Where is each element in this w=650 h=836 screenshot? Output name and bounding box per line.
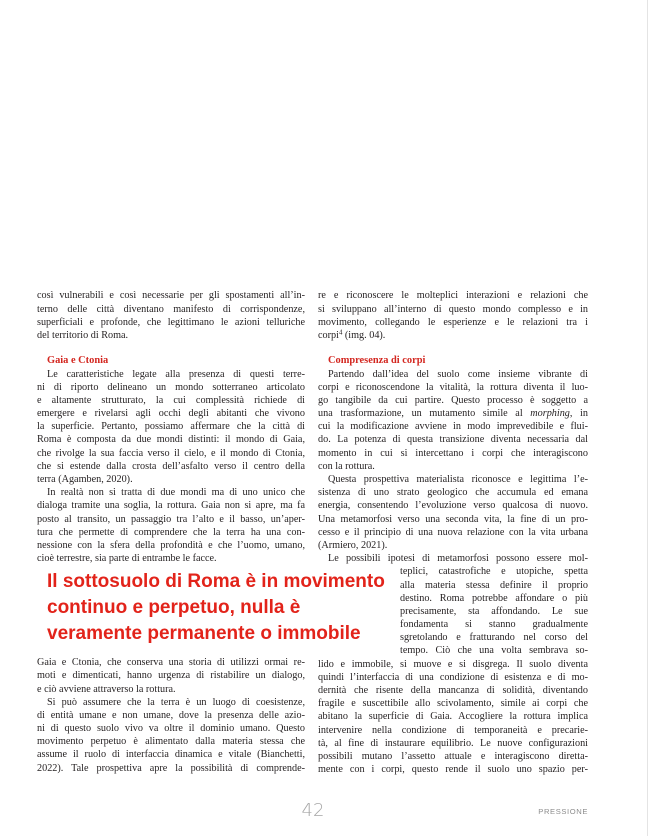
text-line: sistenza di uno strato geologico che accumula ed emana xyxy=(318,487,588,499)
paragraph xyxy=(318,473,588,552)
text-line: Questa prospettiva materialista riconosce e legittima l’e- xyxy=(328,474,588,486)
text-line: lido e immobile, si muove e si disgrega. Il suolo diventa xyxy=(318,658,588,670)
text-line: Si può assumere che la terra è un luogo di coesistenze, xyxy=(47,696,305,708)
paragraph xyxy=(318,289,588,342)
paragraph xyxy=(37,656,305,696)
text-line: terra (Agamben, 2020). xyxy=(37,474,133,486)
text-line: con la rottura. xyxy=(318,460,375,472)
text-line: assume il ruolo di interfaccia dinamica e vitale (Bianchetti, xyxy=(37,749,305,761)
text-line: alla materia stessa definire il proprio xyxy=(400,579,588,591)
text-line: cesso e il principio di una nuova relazione con la vita urbana xyxy=(318,526,588,538)
text-line: dernità che risente della mancanza di solidità, diventando xyxy=(318,685,588,697)
text-line: momento in cui si intercettano i corpi che interagiscono xyxy=(318,447,588,459)
text-line: Roma è composta da due mondi distinti: il mondo di Gaia, xyxy=(37,434,305,446)
text-line: cioè terrestre, sia parte di entrambe le facce. xyxy=(37,553,217,565)
text-line: mente con i corpi, questo rende il suolo uno spazio per- xyxy=(318,764,588,776)
text-line: ni di questo suolo vivo va oltre il dominio umano. Questo xyxy=(37,723,305,735)
text-line: superficiali e profonde, che legittimano le azioni telluriche xyxy=(37,316,305,328)
text-line: tempo. Ciò che una volta sembrava so- xyxy=(400,645,588,657)
text-segment: , in xyxy=(569,408,588,420)
text-line: teplici, catastrofiche e utopiche, spetta xyxy=(400,566,588,578)
text-line: e altamente strutturato, la cui complessità richiede di xyxy=(37,394,305,406)
text-line: moti e dimenticati, hanno urgenza di ristabilire un dialogo, xyxy=(37,670,305,682)
text-line xyxy=(318,329,588,342)
page-edge-line xyxy=(647,0,648,836)
text-line: movimento perpetuo è alimentato dalla materia stessa che xyxy=(37,736,305,748)
text-line: possibili mutano l’assetto attuale e interagiscono diretta- xyxy=(318,750,588,762)
pull-quote-line: veramente permanente o immobile xyxy=(47,623,361,644)
paragraph xyxy=(37,486,305,565)
paragraph xyxy=(37,368,305,487)
text-segment: una trasformazione, un mutamento simile al xyxy=(318,408,531,420)
section-heading: Compresenza di corpi xyxy=(328,355,426,367)
text-line: destino. Roma potrebbe affondare o più xyxy=(400,592,588,604)
italic-term: morphing xyxy=(530,408,570,420)
text-line: tà, al fine di instaurare equilibrio. Le nuove configurazioni xyxy=(318,737,588,749)
text-line: re e riconoscere le molteplici interazioni e relazioni che xyxy=(318,290,588,302)
text-line: così vulnerabili e così necessarie per gli spostamenti all’in- xyxy=(37,290,305,302)
text-line: cui la modificazione avviene in modo imprevedibile e flui- xyxy=(318,421,588,433)
pull-quote-line: Il sottosuolo di Roma è in movimento xyxy=(47,571,385,592)
text-line: Partendo dall’idea del suolo come insieme vibrante di xyxy=(328,368,588,380)
text-line: terno delle città diventano manifesto di corrispondenze, xyxy=(37,303,305,315)
text-line: (Armiero, 2021). xyxy=(318,539,388,551)
text-line: emergere e rivelarsi agli occhi degli abitanti che vivono xyxy=(37,408,305,420)
text-line: del territorio di Roma. xyxy=(37,329,129,341)
text-line: sgretolando e fratturando nel corso del xyxy=(400,632,588,644)
text-line: Le possibili ipotesi di metamorfosi possono essere mol- xyxy=(328,553,588,565)
left-column xyxy=(37,289,305,774)
text-line: quindi l’interfaccia di una condizione di esistenza e di mo- xyxy=(318,671,588,683)
text-line: 2022). Tale prospettiva apre la possibilità di comprende- xyxy=(37,762,305,774)
text-line: tura che permette di comprendere che la terra ha una con- xyxy=(37,526,305,538)
text-line: che si estende dalla crosta dell’asfalto verso il centro della xyxy=(37,460,305,472)
text-line: ni di riporto delineano un mondo sotterraneo articolato xyxy=(37,381,305,393)
text-line: corpi e riconoscendone la vitalità, la rottura diventa il luo- xyxy=(318,381,588,393)
text-line: dialoga tramite una soglia, la rottura. Gaia non si apre, ma fa xyxy=(37,500,305,512)
text-line: si sviluppano all’interno di questo mondo complesso e in xyxy=(318,303,588,315)
text-line: go tangibile da cui partire. Questo processo è soggetto a xyxy=(318,394,588,406)
pull-quote-line: continuo e perpetuo, nulla è xyxy=(47,597,301,618)
paragraph xyxy=(318,368,588,474)
text-line: nessione con la sfera della profondità e che l’uomo, umano, xyxy=(37,539,305,551)
page-number: 42 xyxy=(301,800,325,821)
text-line: fondamenta si stanno gradualmente xyxy=(400,619,588,631)
text-line: e ciò avviene attraverso la rottura. xyxy=(37,683,176,695)
paragraph xyxy=(37,696,305,775)
text-line: posto al transito, un passaggio tra l’alto e il basso, un’aper- xyxy=(37,513,305,525)
text-line: di entità umane e non umane, dove la presenza delle azio- xyxy=(37,709,305,721)
text-line xyxy=(318,407,588,420)
text-line: precisamente, sta affondando. Le sue xyxy=(400,605,588,617)
text-line: la superficie. Pertanto, possiamo affermare che la città di xyxy=(37,421,305,433)
footnote-marker: 4 xyxy=(338,329,343,337)
pull-quote xyxy=(47,569,385,647)
text-line: Gaia e Ctonia, che conserva una storia di utilizzi ormai re- xyxy=(37,657,305,669)
text-line: Le caratteristiche legate alla presenza di questi terre- xyxy=(47,368,305,380)
text-line: intervenire nella condizione di temporaneità e precarie- xyxy=(318,724,588,736)
text-line: energia, consentendo l’evoluzione verso qualcosa di nuovo. xyxy=(318,500,588,512)
text-line: do. La potenza di questa transizione diventa necessaria dal xyxy=(318,434,588,446)
text-line: Una metamorfosi verso una seconda vita, la fine di un pro- xyxy=(318,513,588,525)
section-heading: Gaia e Ctonia xyxy=(47,355,109,367)
text-line: In realtà non si tratta di due mondi ma di uno unico che xyxy=(47,487,305,499)
text-segment: (img. 04). xyxy=(342,329,386,341)
text-line: movimento, collegando le esperienze e le relazioni tra i xyxy=(318,316,588,328)
text-line: abitano la superficie di Gaia. Accogliere la rottura implica xyxy=(318,711,588,723)
paragraph xyxy=(37,289,305,342)
text-line: che rivolge la sua faccia verso il cielo, e il mondo di Ctonia, xyxy=(37,447,305,459)
right-column xyxy=(318,289,588,776)
text-line: fragile e suscettibile allo scivolamento, simile ai corpi che xyxy=(318,698,588,710)
text-segment: corpi xyxy=(318,329,339,341)
running-section-label: PRESSIONE xyxy=(538,807,588,816)
